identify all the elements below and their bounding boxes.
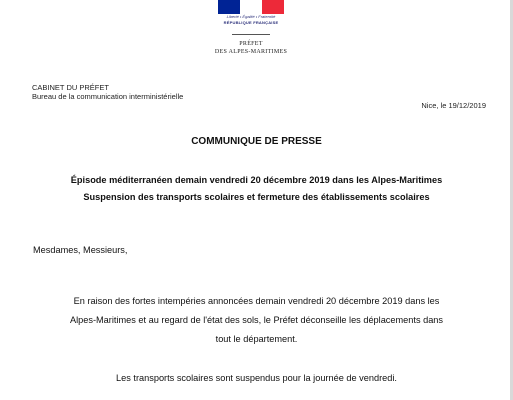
- date-line: Nice, le 19/12/2019: [421, 101, 486, 110]
- subject-line-1: Épisode méditerranéen demain vendredi 20 décembre 2019 dans les Alpes-Maritimes: [70, 175, 443, 185]
- republic-motto: Liberté • Égalité • Fraternité: [226, 14, 276, 19]
- flag-blue-band: [218, 0, 240, 14]
- prefecture-logo: [212, 0, 290, 62]
- subject-line-2: Suspension des transports scolaires et fermeture des établissements scolaires: [83, 192, 430, 202]
- logo-divider: [232, 34, 270, 35]
- french-flag-icon: [218, 0, 284, 14]
- body-line: Alpes-Maritimes et au regard de l'état des sols, le Préfet déconseille les déplacements dans: [69, 315, 444, 325]
- sender-cabinet: CABINET DU PRÉFET: [32, 83, 109, 92]
- salutation: Mesdames, Messieurs,: [33, 245, 128, 255]
- prefet-department: DES ALPES-MARITIMES: [214, 49, 288, 55]
- republic-name: RÉPUBLIQUE FRANÇAISE: [223, 20, 279, 25]
- flag-white-band: [240, 0, 262, 14]
- sender-bureau: Bureau de la communication interministérielle: [32, 92, 184, 101]
- document-heading: COMMUNIQUE DE PRESSE: [191, 136, 322, 147]
- prefet-title: PRÉFET: [239, 41, 263, 47]
- flag-red-band: [262, 0, 284, 14]
- body-line: Les transports scolaires sont suspendus pour la journée de vendredi.: [116, 373, 397, 383]
- body-line: tout le département.: [215, 334, 298, 344]
- body-line: En raison des fortes intempéries annoncées demain vendredi 20 décembre 2019 dans les: [73, 296, 440, 306]
